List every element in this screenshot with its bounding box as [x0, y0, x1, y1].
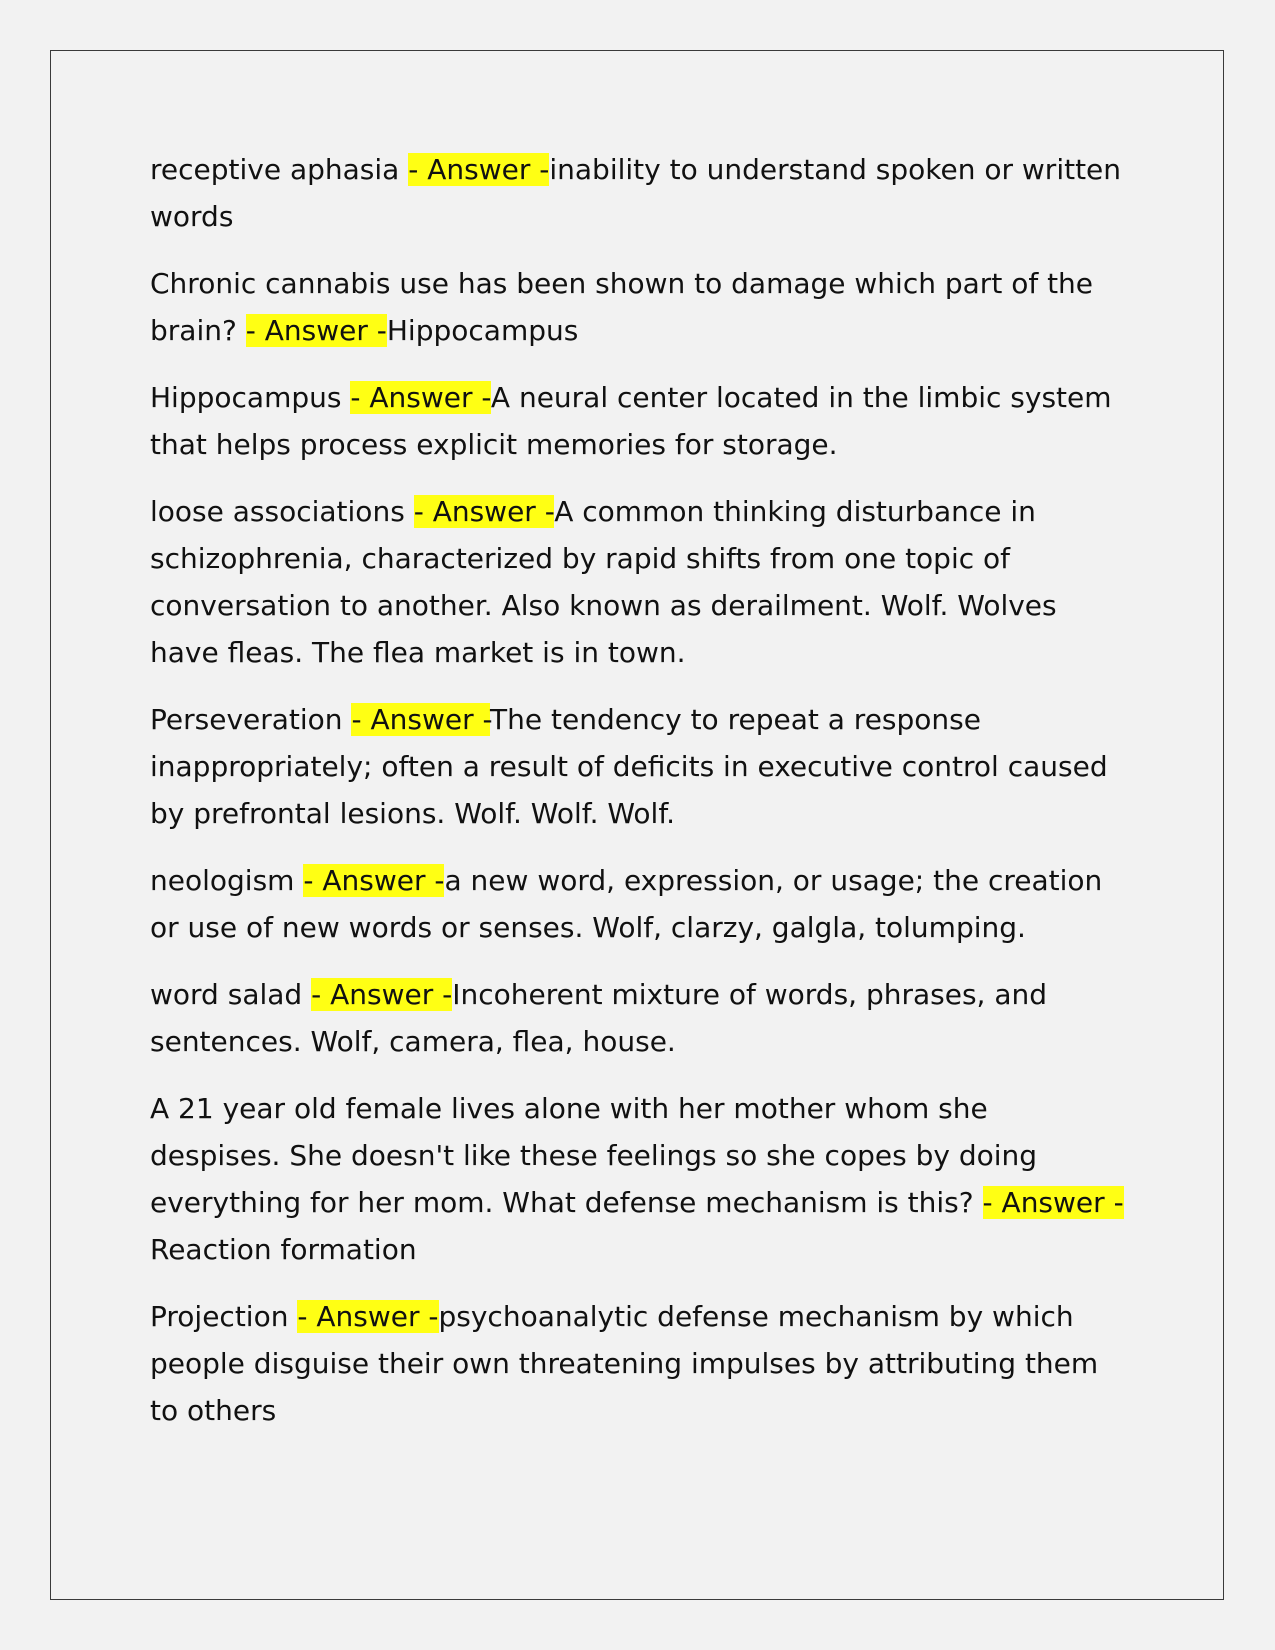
entry-definition: A common thinking disturbance in schizophrenia, characterized by rapid shifts from one topic of conversation to another. Also known as derailment. Wolf. Wolves have fleas. The flea market is in town. [150, 495, 1057, 669]
qa-entry [150, 260, 1125, 354]
answer-marker: - Answer - [413, 495, 555, 528]
entry-term: A 21 year old female lives alone with her mother whom she despises. She doesn't like these feelings so she copes by doing everything for her mom. What defense mechanism is this? [150, 1092, 1038, 1219]
entry-term: neologism [150, 864, 304, 897]
entry-definition: The tendency to repeat a response inappropriately; often a result of deficits in executive control caused by prefrontal lesions. Wolf. Wolf. Wolf. [150, 703, 1108, 830]
answer-marker: - Answer - [311, 978, 453, 1011]
answer-marker: - Answer - [351, 703, 491, 736]
entry-term: Projection [150, 1300, 298, 1333]
answer-marker: - Answer - [303, 864, 445, 897]
entry-term: Chronic cannabis use has been shown to damage which part of the brain? [150, 267, 1094, 347]
qa-entry [150, 1085, 1125, 1273]
answer-marker: - Answer - [245, 314, 387, 347]
entry-term: Hippocampus [150, 381, 351, 414]
answer-marker: - Answer - [408, 153, 550, 186]
entry-definition: inability to understand spoken or written words [150, 153, 1122, 233]
entry-definition: a new word, expression, or usage; the creation or use of new words or senses. Wolf, clarzy, galgla, tolumping. [150, 864, 1103, 944]
entry-definition: A neural center located in the limbic system that helps process explicit memories for storage. [150, 381, 1112, 461]
qa-entry [150, 971, 1125, 1065]
entry-definition: Incoherent mixture of words, phrases, and sentences. Wolf, camera, flea, house. [150, 978, 1048, 1058]
entry-term: loose associations [150, 495, 414, 528]
entry-term: receptive aphasia [150, 153, 409, 186]
qa-entry [150, 696, 1125, 837]
qa-entry [150, 857, 1125, 951]
qa-entry [150, 146, 1125, 240]
entry-definition: Reaction formation [150, 1233, 417, 1266]
entry-definition: psychoanalytic defense mechanism by which people disguise their own threatening impulses by attributing them to others [150, 1300, 1099, 1427]
answer-marker: - Answer - [350, 381, 491, 414]
qa-entry [150, 374, 1125, 468]
answer-marker: - Answer - [297, 1300, 439, 1333]
entry-definition: Hippocampus [386, 314, 579, 347]
document-body [150, 146, 1125, 1454]
entry-term: Perseveration [150, 703, 352, 736]
entry-term: word salad [150, 978, 312, 1011]
answer-marker: - Answer - [982, 1186, 1124, 1219]
qa-entry [150, 1293, 1125, 1434]
qa-entry [150, 488, 1125, 676]
